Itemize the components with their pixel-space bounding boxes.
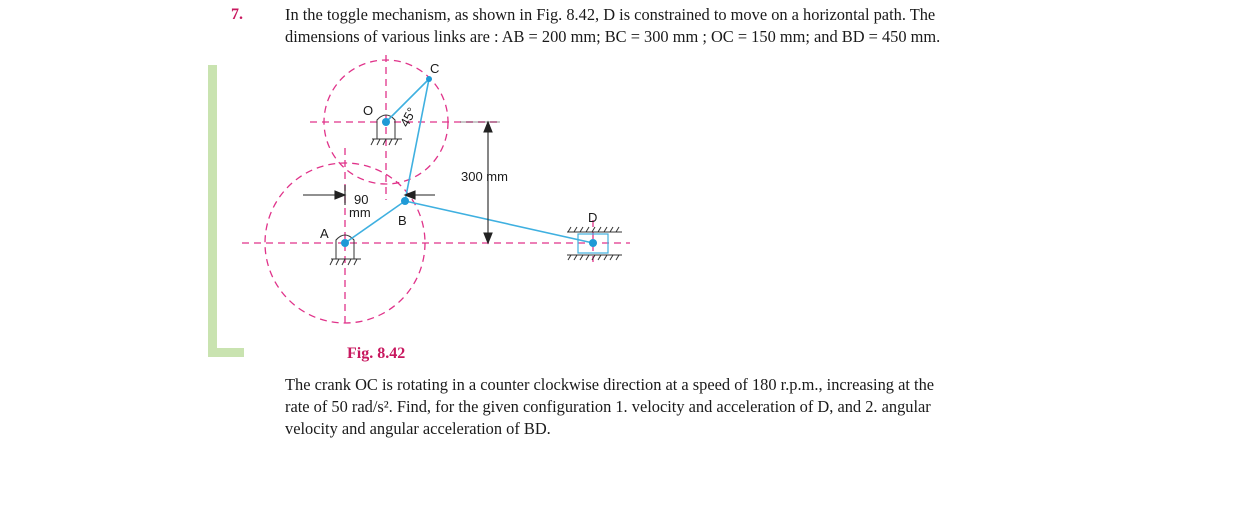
- label-d: D: [588, 210, 598, 225]
- label-angle: 45°: [396, 104, 420, 130]
- problem-question: [285, 374, 1055, 440]
- joint-c: [426, 76, 432, 82]
- problem-question-line-3: velocity and angular acceleration of BD.: [285, 419, 551, 438]
- joint-a: [341, 239, 349, 247]
- joint-o: [382, 118, 390, 126]
- figure-caption: Fig. 8.42: [347, 345, 406, 362]
- joint-b: [401, 197, 409, 205]
- label-mm: mm: [349, 205, 371, 220]
- problem-intro-line-2: dimensions of various links are : AB = 200 mm; BC = 300 mm ; OC = 150 mm; and BD = 450 mm.: [285, 27, 941, 46]
- problem-question-line-2: rate of 50 rad/s². Find, for the given configuration 1. velocity and acceleration of D, and 2. angular: [285, 397, 931, 416]
- problem-question-line-1: The crank OC is rotating in a counter clockwise direction at a speed of 180 r.p.m., increasing at the: [285, 375, 935, 394]
- link-bc: [405, 79, 429, 201]
- problem-intro-line-1: In the toggle mechanism, as shown in Fig. 8.42, D is constrained to move on a horizontal path. The: [285, 5, 936, 24]
- label-90: 90: [354, 192, 369, 207]
- joint-d: [589, 239, 597, 247]
- label-o: O: [363, 103, 374, 118]
- label-300-mm: 300 mm: [461, 169, 508, 184]
- label-a: A: [320, 226, 329, 241]
- problem-number: 7.: [231, 6, 243, 23]
- label-b: B: [398, 213, 407, 228]
- label-c: C: [430, 61, 440, 76]
- link-bd: [405, 201, 593, 243]
